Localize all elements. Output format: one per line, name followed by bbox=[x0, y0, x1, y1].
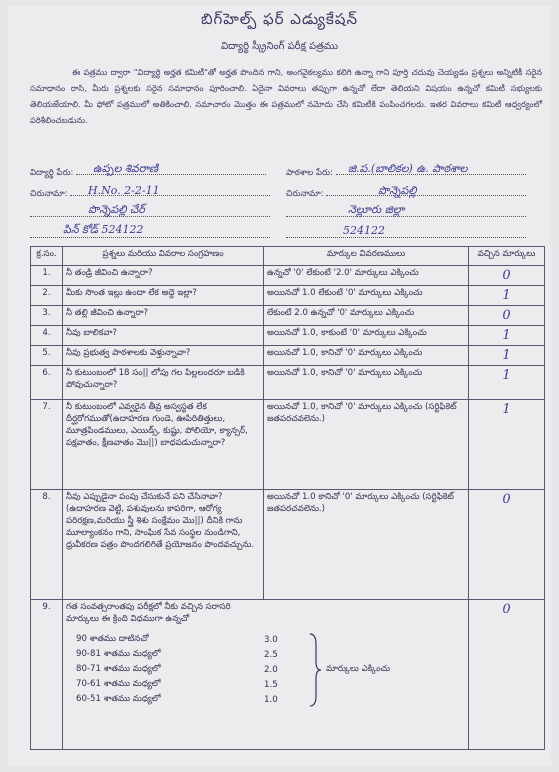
row-question: నీవు ప్రభుత్వ పాఠశాలకు వెళ్తున్నావా? bbox=[63, 346, 264, 366]
brace-icon bbox=[308, 632, 322, 708]
screening-table bbox=[30, 246, 545, 750]
document-page bbox=[8, 6, 551, 766]
header-score: వచ్చిన మార్కులు bbox=[469, 247, 545, 266]
row-marks-desc: అయినచో 1.0, కాకుంటే '0' మార్కులు ఎక్కించు bbox=[264, 326, 469, 346]
table-header-row bbox=[31, 247, 545, 266]
table-row bbox=[31, 400, 545, 490]
header-marks-desc: మార్కుల వివరణములు bbox=[264, 247, 469, 266]
header-question: ప్రశ్నలు మరియు వివరాల సంగ్రహణం bbox=[63, 247, 264, 266]
address-field: చిరునామా: bbox=[286, 189, 526, 201]
address-value: పొన్నెపల్లి bbox=[378, 184, 417, 197]
row-question: నీవు ఎప్పుడైనా పంపు చేసుకునే పని చేసినావా? (ఉదాహరణ వెట్టి, పశువులను కాపరిగా, ఆరోగ్య పరిరక్షణ,మరియు స్త్రీ శిశు సంక్షేమం మొ||) దీనికి గాను మూల్యాంకనం గాని, సాంఘిక సేవ సంస్థల నుండిగాని, ధ్రువీకరణ పత్రం పొందగలిగితే ప్రయోజనం పొందవచ్చును. bbox=[63, 490, 264, 600]
table-row bbox=[31, 346, 545, 366]
table-row bbox=[31, 600, 545, 750]
row-marks-desc: అయినచో 1.0, కానిచో '0' మార్కులు ఎక్కించు (సర్టిఫికెట్ జతపరచవలెను.) bbox=[264, 400, 469, 490]
student-name-field: విద్యార్థి పేరు: bbox=[30, 168, 266, 180]
row-marks-desc: మార్కులు ఎక్కించు bbox=[326, 664, 391, 674]
student-name-value: ఉప్పల శివరాణి bbox=[93, 162, 159, 175]
document-subtitle: విద్యార్థి స్క్రీనింగ్ పరీక్ష పత్రము bbox=[221, 41, 338, 52]
row-question-scale bbox=[63, 600, 469, 750]
school-name-value: జి.ప.(బాలికల) ఉ. పాఠశాల bbox=[348, 162, 468, 175]
header-serial: క్ర.సం. bbox=[31, 247, 63, 266]
intro-paragraph: ఈ పత్రము ద్వారా "విద్యార్థి అర్హత కమిటీ"తో అర్హత పొందిన గాని, అంగవైకల్యము కలిగి ఉన్నా గాని పూర్తి చదువు చెయ్యడం ప్రశ్నలు అన్నిటికీ సరైన సమాధానం రాసి, మీరు ప్రశ్నలకు సరైన సమాధానం పూరించాలి. ఏదైనా వివరాలు తప్పుగా ఉన్నచో లేదా తెలియని విషయం ఉన్నచో కమిటీ సభ్యులకు తెలియజేయాలి. మీ ఫోటో పత్రములో అతికించాలి. సమాచారం మొత్తం ఈ పత్రములో నమోదు చేసి కమిటీకి పంపించగలరు. ఇతర వివరాలు కమిటీ ఆధ్వర్యంలో పరిశీలించబడును. bbox=[30, 67, 542, 125]
scale-row: 90 శాతము దాటినచో 3.0 bbox=[76, 633, 278, 645]
row-question: నీ కుటుంబంలో ఎవ్వరైన తీవ్ర అస్వస్థత లేక దీర్ఘరోగముతో(ఉదాహరణ గుండె, ఊపిరితిత్తులు, మూత్రపిండములు, ఎయిడ్స్, కుష్టు, పోలియో, క్యాన్సర్, పక్షవాతం, క్షీణవాతం మొ||) బాధపడుచున్నారా? bbox=[63, 400, 264, 490]
row-num: 8. bbox=[31, 490, 63, 600]
row-question: మీకు సొంత ఇల్లు ఉందా లేక అద్దె ఇల్లా? bbox=[63, 286, 264, 306]
scale-row: 70-61 శాతము మధ్యలో 1.5 bbox=[76, 678, 278, 690]
row-marks-desc: అయినచో 1.0, కానిచో '0' మార్కులు ఎక్కించు bbox=[264, 366, 469, 400]
table-row bbox=[31, 326, 545, 346]
address-line-3-right bbox=[286, 231, 526, 241]
row-score: 0 bbox=[469, 490, 545, 600]
table-row bbox=[31, 266, 545, 286]
scale-row: 80-71 శాతము మధ్యలో 2.0 bbox=[76, 663, 278, 675]
row-num: 2. bbox=[31, 286, 63, 306]
address-line-2-right-value: నెల్లూరు జిల్లా bbox=[348, 203, 405, 216]
row-score: 0 bbox=[469, 266, 545, 286]
row-score: 0 bbox=[469, 600, 545, 750]
address-line-3-right-value: 524122 bbox=[343, 224, 385, 237]
scale-row: 90-81 శాతము మధ్యలో 2.5 bbox=[76, 648, 278, 660]
row-question: నీ తల్లి జీవించి ఉన్నారా? bbox=[63, 306, 264, 326]
row-question: నీ తండ్రి జీవించి ఉన్నారా? bbox=[63, 266, 264, 286]
row-marks-desc: అయినచో 1.0, కానిచో '0' మార్కులు ఎక్కించు bbox=[264, 346, 469, 366]
row-num: 9. bbox=[31, 600, 63, 750]
row-score: 1 bbox=[469, 326, 545, 346]
father-value: H.No. 2-2-11 bbox=[88, 184, 160, 197]
father-field: చిరునామా: bbox=[30, 189, 270, 201]
row-question: గత సంవత్సరాంతపు పరీక్షలో నీకు వచ్చిన సరాసరి మార్కులు ఈ క్రింది విధముగా ఉన్నచో bbox=[66, 602, 231, 624]
marks-scale bbox=[66, 632, 304, 708]
table-row bbox=[31, 490, 545, 600]
row-marks-desc: అయినచో 1.0 లేకుంటే '0' మార్కులు ఎక్కించు bbox=[264, 286, 469, 306]
address-line-2-right bbox=[286, 210, 526, 220]
row-question: నీవు బాలికవా? bbox=[63, 326, 264, 346]
row-num: 3. bbox=[31, 306, 63, 326]
table-row bbox=[31, 286, 545, 306]
row-score: 0 bbox=[469, 306, 545, 326]
row-score: 1 bbox=[469, 286, 545, 306]
row-marks-desc: ఉన్నచో '0' లేకుంటే '2.0' మార్కులు ఎక్కించు bbox=[264, 266, 469, 286]
document-title: బిగ్‌హెల్ప్ ఫర్ ఎడ్యుకేషన్ bbox=[200, 10, 359, 28]
table-row bbox=[31, 366, 545, 400]
row-marks-desc: లేకుంటే 2.0 ఉన్నచో '0' మార్కులు ఎక్కించు bbox=[264, 306, 469, 326]
row-score: 1 bbox=[469, 346, 545, 366]
school-name-field: పాఠశాల పేరు: bbox=[286, 168, 526, 180]
row-score: 1 bbox=[469, 366, 545, 400]
table-row bbox=[31, 306, 545, 326]
row-num: 4. bbox=[31, 326, 63, 346]
address-line-2-left-value: పొన్నెపల్లి చేర్ bbox=[88, 203, 145, 216]
address-line-3-left-value: పిన్ కోడ్ 524122 bbox=[63, 223, 144, 236]
row-score: 1 bbox=[469, 400, 545, 490]
address-line-2-left bbox=[30, 210, 270, 220]
row-num: 7. bbox=[31, 400, 63, 490]
scale-row: 60-51 శాతము మధ్యలో 1.0 bbox=[76, 693, 278, 705]
row-marks-desc: అయినచో 1.0 కానిచో '0' మార్కులు ఎక్కించు (సర్టిఫికెట్ జతపరచవలెను.) bbox=[264, 490, 469, 600]
row-num: 5. bbox=[31, 346, 63, 366]
row-question: నీ కుటుంబంలో 18 సం|| లోపు గల పిల్లలందరూ బడికి పోవుచున్నారా? bbox=[63, 366, 264, 400]
row-num: 6. bbox=[31, 366, 63, 400]
row-num: 1. bbox=[31, 266, 63, 286]
